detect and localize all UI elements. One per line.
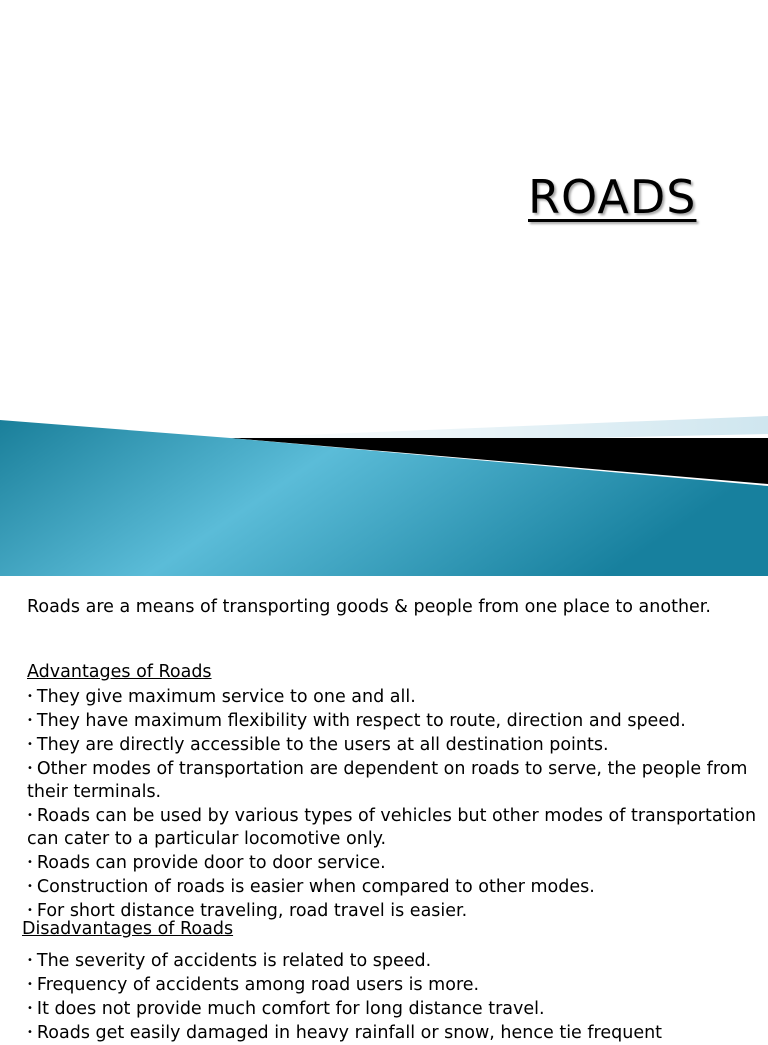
list-item: • The severity of accidents is related to speed. — [27, 951, 432, 971]
list-item: • They give maximum service to one and all. — [27, 687, 416, 707]
list-item: • Roads get easily damaged in heavy rainfall or snow, hence tie frequent — [27, 1023, 663, 1043]
list-item: • For short distance traveling, road travel is easier. — [27, 901, 468, 921]
list-item: • Construction of roads is easier when compared to other modes. — [27, 877, 595, 897]
slide-title: ROADS — [528, 170, 697, 224]
list-item: • It does not provide much comfort for long distance travel. — [27, 999, 545, 1019]
advantages-list — [27, 685, 757, 923]
disadvantages-heading: Disadvantages of Roads — [22, 919, 234, 939]
decorative-banner — [0, 414, 768, 576]
list-item: • Frequency of accidents among road users is more. — [27, 975, 480, 995]
disadvantages-list — [27, 949, 757, 1045]
list-item: • Other modes of transportation are dependent on roads to serve, the people from their terminals. — [27, 759, 748, 802]
list-item: • They are directly accessible to the users at all destination points. — [27, 735, 609, 755]
list-item: • Roads can provide door to door service. — [27, 853, 386, 873]
advantages-heading: Advantages of Roads — [27, 662, 212, 682]
list-item: • They have maximum flexibility with respect to route, direction and speed. — [27, 711, 686, 731]
intro-text: Roads are a means of transporting goods & people from one place to another. — [27, 597, 711, 617]
list-item: • Roads can be used by various types of vehicles but other modes of transportation can cater to a particular locomotive only. — [27, 806, 757, 849]
